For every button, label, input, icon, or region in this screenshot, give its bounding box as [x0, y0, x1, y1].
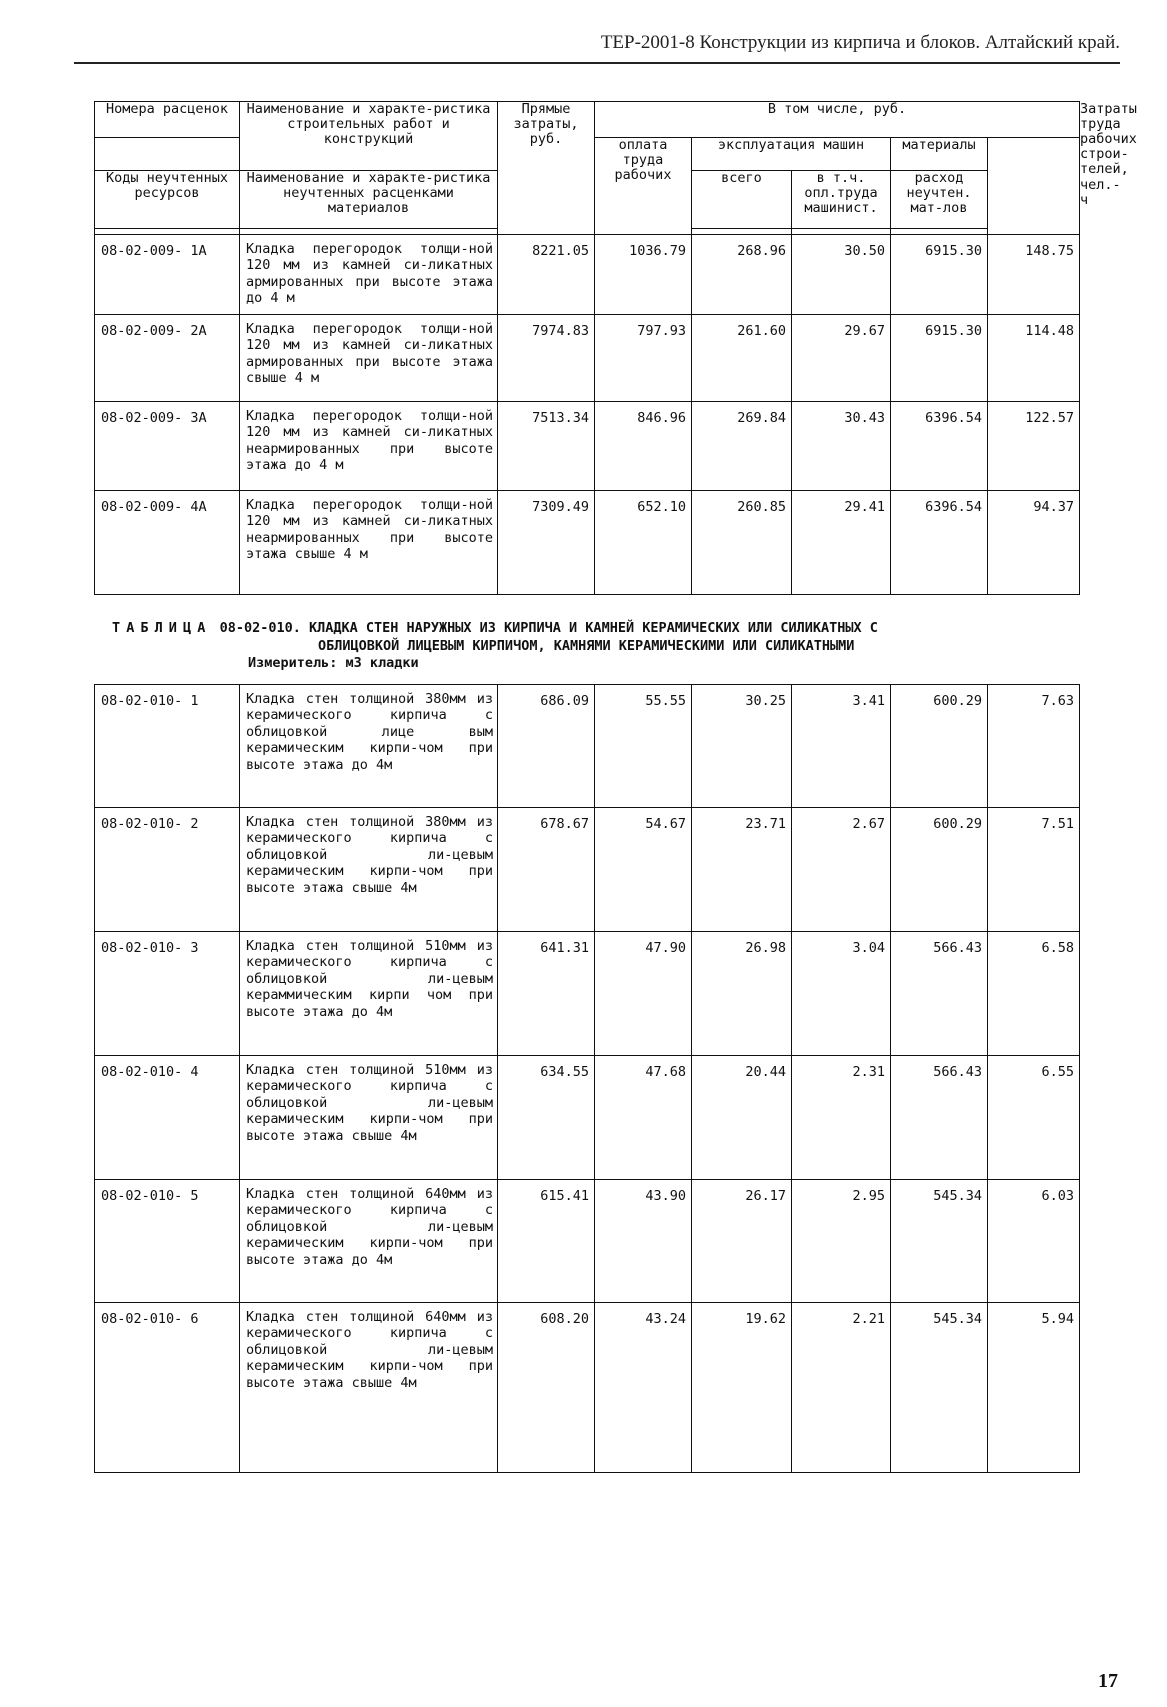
rates-table-010 [94, 684, 1080, 1473]
header-including: В том числе, руб. [595, 102, 1080, 138]
direct-costs: 8221.05 [498, 235, 595, 315]
labor-cost: 6.55 [988, 1056, 1080, 1180]
header-codes: Номера расценок [95, 102, 240, 138]
labor-pay: 1036.79 [595, 235, 692, 315]
table-row [95, 808, 1080, 932]
header-materials-unaccounted: расход неучтен. мат-лов [891, 171, 988, 229]
machinist-wage: 2.21 [792, 1303, 891, 1473]
labor-pay: 43.24 [595, 1303, 692, 1473]
machines-total: 23.71 [692, 808, 792, 932]
running-head: ТЕР-2001-8 Конструкции из кирпича и блоков. Алтайский край. [600, 32, 1120, 53]
work-description: Кладка стен толщиной 640мм из керамического кирпича с облицовкой ли-цевым керамическим кирпи-чом при высоте этажа до 4м [240, 1180, 498, 1303]
machinist-wage: 2.95 [792, 1180, 891, 1303]
work-description: Кладка стен толщиной 640мм из керамического кирпича с облицовкой ли-цевым керамическим кирпи-чом при высоте этажа свыше 4м [240, 1303, 498, 1473]
table-row [95, 685, 1080, 808]
labor-pay: 47.90 [595, 932, 692, 1056]
page-number: 17 [1098, 1670, 1118, 1692]
materials: 566.43 [891, 932, 988, 1056]
labor-pay: 55.55 [595, 685, 692, 808]
labor-cost: 5.94 [988, 1303, 1080, 1473]
table-row [95, 1303, 1080, 1473]
table-row [95, 315, 1080, 402]
table-row [95, 235, 1080, 315]
direct-costs: 7974.83 [498, 315, 595, 402]
materials: 600.29 [891, 808, 988, 932]
direct-costs: 634.55 [498, 1056, 595, 1180]
materials: 566.43 [891, 1056, 988, 1180]
header-rule [74, 62, 1120, 64]
machines-total: 260.85 [692, 491, 792, 595]
machinist-wage: 2.67 [792, 808, 891, 932]
table-row [95, 491, 1080, 595]
materials: 6915.30 [891, 235, 988, 315]
machines-total: 19.62 [692, 1303, 792, 1473]
rate-code: 08-02-010- 5 [95, 1180, 240, 1303]
labor-pay: 54.67 [595, 808, 692, 932]
machinist-wage: 3.04 [792, 932, 891, 1056]
direct-costs: 7309.49 [498, 491, 595, 595]
header-machinist-wage: в т.ч. опл.труда машинист. [792, 171, 891, 229]
machines-total: 261.60 [692, 315, 792, 402]
rate-code: 08-02-009- 2А [95, 315, 240, 402]
materials: 6396.54 [891, 402, 988, 491]
rate-code: 08-02-009- 1А [95, 235, 240, 315]
rate-code: 08-02-010- 6 [95, 1303, 240, 1473]
header-resource-names: Наименование и характе-ристика неучтенных расценками материалов [240, 171, 498, 229]
labor-cost: 7.63 [988, 685, 1080, 808]
direct-costs: 641.31 [498, 932, 595, 1056]
direct-costs: 686.09 [498, 685, 595, 808]
rates-table-009: Номера расценок Наименование и характе-ристика строительных работ и конструкций Прямые затраты, руб. В том числе, руб. Затраты труда рабочих строи-телей, чел.-ч оплата труда рабочих эксплуатация машин материалы Коды неучтенных ресурсов Наименование и характе-ристика неучтенных расценками материалов всего в т.ч. опл.труда машинист. расход неучтен. мат-лов 08-02-009- 1А Кладка перегородок толщи-ной 120 мм из камней си-ликатных армированных при высоте этажа до 4 м 8221.05 1036.79 268.96 30.50 6915.30 148.75 08-02-009- 2А Кладка перегородок толщи-ной 120 мм из камней си-ликатных армированных при высоте этажа свыше 4 м 7974.83 797.93 261.60 29.67 6915.30 114.48 08-02-009- 3А Кладка перегородок толщи-ной 120 мм из камней си-ликатных неармированных при высоте этажа до 4 м 7513.34 846.96 269.84 30.43 6396.54 122.57 08-02-009- 4А Кладка перегородок толщи-ной 120 мм из камней си-ликатных неармированных при высоте этажа свыше 4 м 7309.49 652.10 260.85 29.41 6396.54 94.37 [94, 101, 1080, 595]
table-row [95, 402, 1080, 491]
materials: 545.34 [891, 1180, 988, 1303]
work-description: Кладка перегородок толщи-ной 120 мм из камней си-ликатных армированных при высоте этажа свыше 4 м [240, 315, 498, 402]
machines-total: 269.84 [692, 402, 792, 491]
header-direct-costs: Прямые затраты, руб. [498, 102, 595, 235]
labor-cost: 6.03 [988, 1180, 1080, 1303]
machinist-wage: 29.41 [792, 491, 891, 595]
rate-code: 08-02-009- 4А [95, 491, 240, 595]
table-title: 08-02-010. КЛАДКА СТЕН НАРУЖНЫХ ИЗ КИРПИЧА И КАМНЕЙ КЕРАМИЧЕСКИХ ИЛИ СИЛИКАТНЫХ С [219, 620, 878, 636]
rate-code: 08-02-010- 3 [95, 932, 240, 1056]
machines-total: 26.98 [692, 932, 792, 1056]
work-description: Кладка перегородок толщи-ной 120 мм из камней си-ликатных неармированных при высоте этажа свыше 4 м [240, 491, 498, 595]
header-name: Наименование и характе-ристика строительных работ и конструкций [240, 102, 498, 171]
machinist-wage: 2.31 [792, 1056, 891, 1180]
header-materials: материалы [891, 138, 988, 171]
work-description: Кладка стен толщиной 380мм из керамического кирпича с облицовкой лице вым керамическим кирпи-чом при высоте этажа до 4м [240, 685, 498, 808]
machines-total: 26.17 [692, 1180, 792, 1303]
direct-costs: 608.20 [498, 1303, 595, 1473]
work-description: Кладка стен толщиной 510мм из керамического кирпича с облицовкой ли-цевым керамическим кирпи-чом при высоте этажа свыше 4м [240, 1056, 498, 1180]
materials: 6396.54 [891, 491, 988, 595]
table-row [95, 932, 1080, 1056]
machines-total: 268.96 [692, 235, 792, 315]
machinist-wage: 30.43 [792, 402, 891, 491]
table-title-continued: ОБЛИЦОВКОЙ ЛИЦЕВЫМ КИРПИЧОМ, КАМНЯМИ КЕРАМИЧЕСКИМИ ИЛИ СИЛИКАТНЫМИ [318, 637, 855, 654]
labor-pay: 846.96 [595, 402, 692, 491]
table-row [95, 1180, 1080, 1303]
labor-cost: 94.37 [988, 491, 1080, 595]
materials: 600.29 [891, 685, 988, 808]
header-machines: эксплуатация машин [692, 138, 891, 171]
work-description: Кладка перегородок толщи-ной 120 мм из камней си-ликатных неармированных при высоте этажа до 4 м [240, 402, 498, 491]
rate-code: 08-02-009- 3А [95, 402, 240, 491]
machinist-wage: 29.67 [792, 315, 891, 402]
materials: 545.34 [891, 1303, 988, 1473]
labor-cost: 7.51 [988, 808, 1080, 932]
direct-costs: 678.67 [498, 808, 595, 932]
labor-cost: 148.75 [988, 235, 1080, 315]
header-resource-codes: Коды неучтенных ресурсов [95, 171, 240, 229]
work-description: Кладка стен толщиной 510мм из керамического кирпича с облицовкой ли-цевым кераммическим кирпи чом при высоте этажа до 4м [240, 932, 498, 1056]
labor-cost: 6.58 [988, 932, 1080, 1056]
direct-costs: 7513.34 [498, 402, 595, 491]
work-description: Кладка перегородок толщи-ной 120 мм из камней си-ликатных армированных при высоте этажа до 4 м [240, 235, 498, 315]
labor-pay: 47.68 [595, 1056, 692, 1180]
table-label: ТАБЛИЦА [112, 620, 212, 636]
labor-cost: 114.48 [988, 315, 1080, 402]
header-codes-spacer [95, 138, 240, 171]
labor-pay: 652.10 [595, 491, 692, 595]
work-description: Кладка стен толщиной 380мм из керамического кирпича с облицовкой ли-цевым керамическим кирпи-чом при высоте этажа свыше 4м [240, 808, 498, 932]
machinist-wage: 3.41 [792, 685, 891, 808]
labor-pay: 43.90 [595, 1180, 692, 1303]
rate-code: 08-02-010- 1 [95, 685, 240, 808]
labor-pay: 797.93 [595, 315, 692, 402]
direct-costs: 615.41 [498, 1180, 595, 1303]
machinist-wage: 30.50 [792, 235, 891, 315]
measurement-unit: Измеритель: м3 кладки [248, 655, 419, 672]
header-labor-pay: оплата труда рабочих [595, 138, 692, 235]
rate-code: 08-02-010- 4 [95, 1056, 240, 1180]
table-section-title [112, 620, 1102, 673]
header-machines-total: всего [692, 171, 792, 229]
machines-total: 20.44 [692, 1056, 792, 1180]
labor-cost: 122.57 [988, 402, 1080, 491]
table-row [95, 1056, 1080, 1180]
rate-code: 08-02-010- 2 [95, 808, 240, 932]
materials: 6915.30 [891, 315, 988, 402]
machines-total: 30.25 [692, 685, 792, 808]
